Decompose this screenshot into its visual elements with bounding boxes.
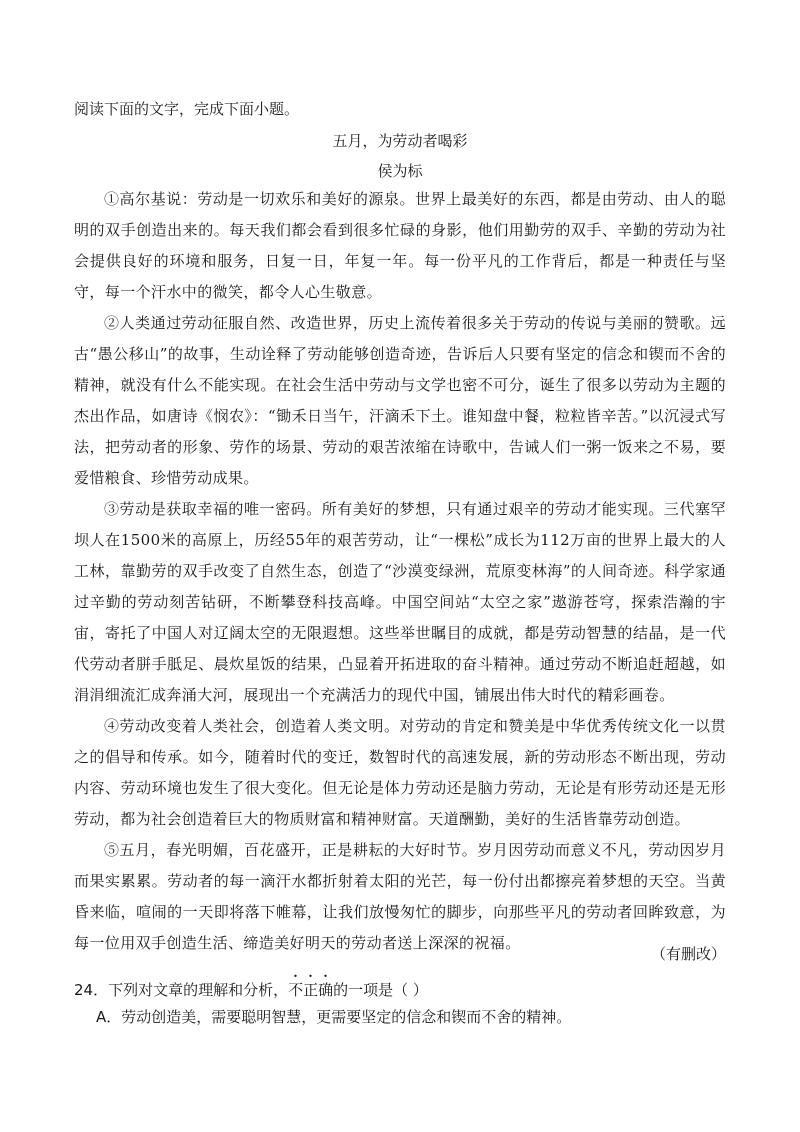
- reading-instruction: 阅读下面的文字，完成下面小题。: [74, 100, 300, 118]
- option-a[interactable]: A．劳动创造美，需要聪明智慧，更需要坚定的信念和锲而不舍的精神。: [96, 1008, 572, 1026]
- paragraph-1: ①高尔基说：劳动是一切欢乐和美好的源泉。世界上最美好的东西，都是由劳动、由人的聪明的双手创造出来的。每天我们都会看到很多忙碌的身影，他们用勤劳的双手、辛勤的劳动为社会提供良好的环境和服务，日复一日，年复一年。每一份平凡的工作背后，都是一种责任与坚守，每一个汗水中的微笑，都令人心生敬意。: [74, 190, 726, 301]
- paragraph-4: ④劳动改变着人类社会，创造着人类文明。对劳动的肯定和赞美是中华优秀传统文化一以贯之的倡导和传承。如今，随着时代的变迁，数智时代的高速发展，新的劳动形态不断出现，劳动内容、劳动环境也发生了很大变化。但无论是体力劳动还是脑力劳动，无论是有形劳动还是无形劳动，都为社会创造着巨大的物质财富和精神财富。天道酬勤，美好的生活皆靠劳动创造。: [74, 717, 726, 828]
- paragraph-2: ②人类通过劳动征服自然、改造世界，历史上流传着很多关于劳动的传说与美丽的赞歌。远古“愚公移山”的故事，生动诠释了劳动能够创造奇迹，告诉后人只要有坚定的信念和锲而不舍的精神，就没有什么不能实现。在社会生活中劳动与文学也密不可分，诞生了很多以劳动为主题的杰出作品，如唐诗《悯农》：“锄禾日当午，汗滴禾下土。谁知盘中餐，粒粒皆辛苦。”以沉浸式写法，把劳动者的形象、劳作的场景、劳动的艰苦浓缩在诗歌中，告诫人们一粥一饭来之不易，要爱惜粮食、珍惜劳动成果。: [74, 314, 726, 487]
- paragraph-5: ⑤五月，春光明媚，百花盛开，正是耕耘的大好时节。岁月因劳动而意义不凡，劳动因岁月而果实累累。劳动者的每一滴汗水都折射着太阳的光芒，每一份付出都擦亮着梦想的天空。当黄昏来临，喧闹的一天即将落下帷幕，让我们放慢匆忙的脚步，向那些平凡的劳动者回眸致意，为每一位用双手创造生活、缔造美好明天的劳动者送上深深的祝福。: [74, 841, 726, 952]
- article-title: 五月，为劳动者喝彩: [332, 132, 468, 150]
- source-note: （有删改）: [650, 945, 726, 963]
- question-24: [74, 972, 428, 1002]
- question-emphasis: 不正确: [288, 981, 334, 999]
- question-suffix: 的一项是（ ）: [333, 981, 428, 999]
- question-prefix: 24．下列对文章的理解和分析，: [74, 981, 289, 999]
- paragraph-3: ③劳动是获取幸福的唯一密码。所有美好的梦想，只有通过艰辛的劳动才能实现。三代塞罕坝人在1500米的高原上，历经55年的艰苦劳动，让“一棵松”成长为112万亩的世界上最大的人工林，靠勤劳的双手改变了自然生态，创造了“沙漠变绿洲，荒原变林海”的人间奇迹。科学家通过辛勤的劳动刻苦钻研，不断攀登科技高峰。中国空间站“太空之家”遨游苍穹，探索浩瀚的宇宙，寄托了中国人对辽阔太空的无限遐想。这些举世瞩目的成就，都是劳动智慧的结晶，是一代代劳动者胼手胝足、晨炊星饭的结果，凸显着开拓进取的奋斗精神。通过劳动不断追赶超越，如涓涓细流汇成奔涌大河，展现出一个充满活力的现代中国，铺展出伟大时代的精彩画卷。: [74, 500, 726, 704]
- article-author: 侯为标: [377, 162, 423, 180]
- article-body: [74, 184, 726, 959]
